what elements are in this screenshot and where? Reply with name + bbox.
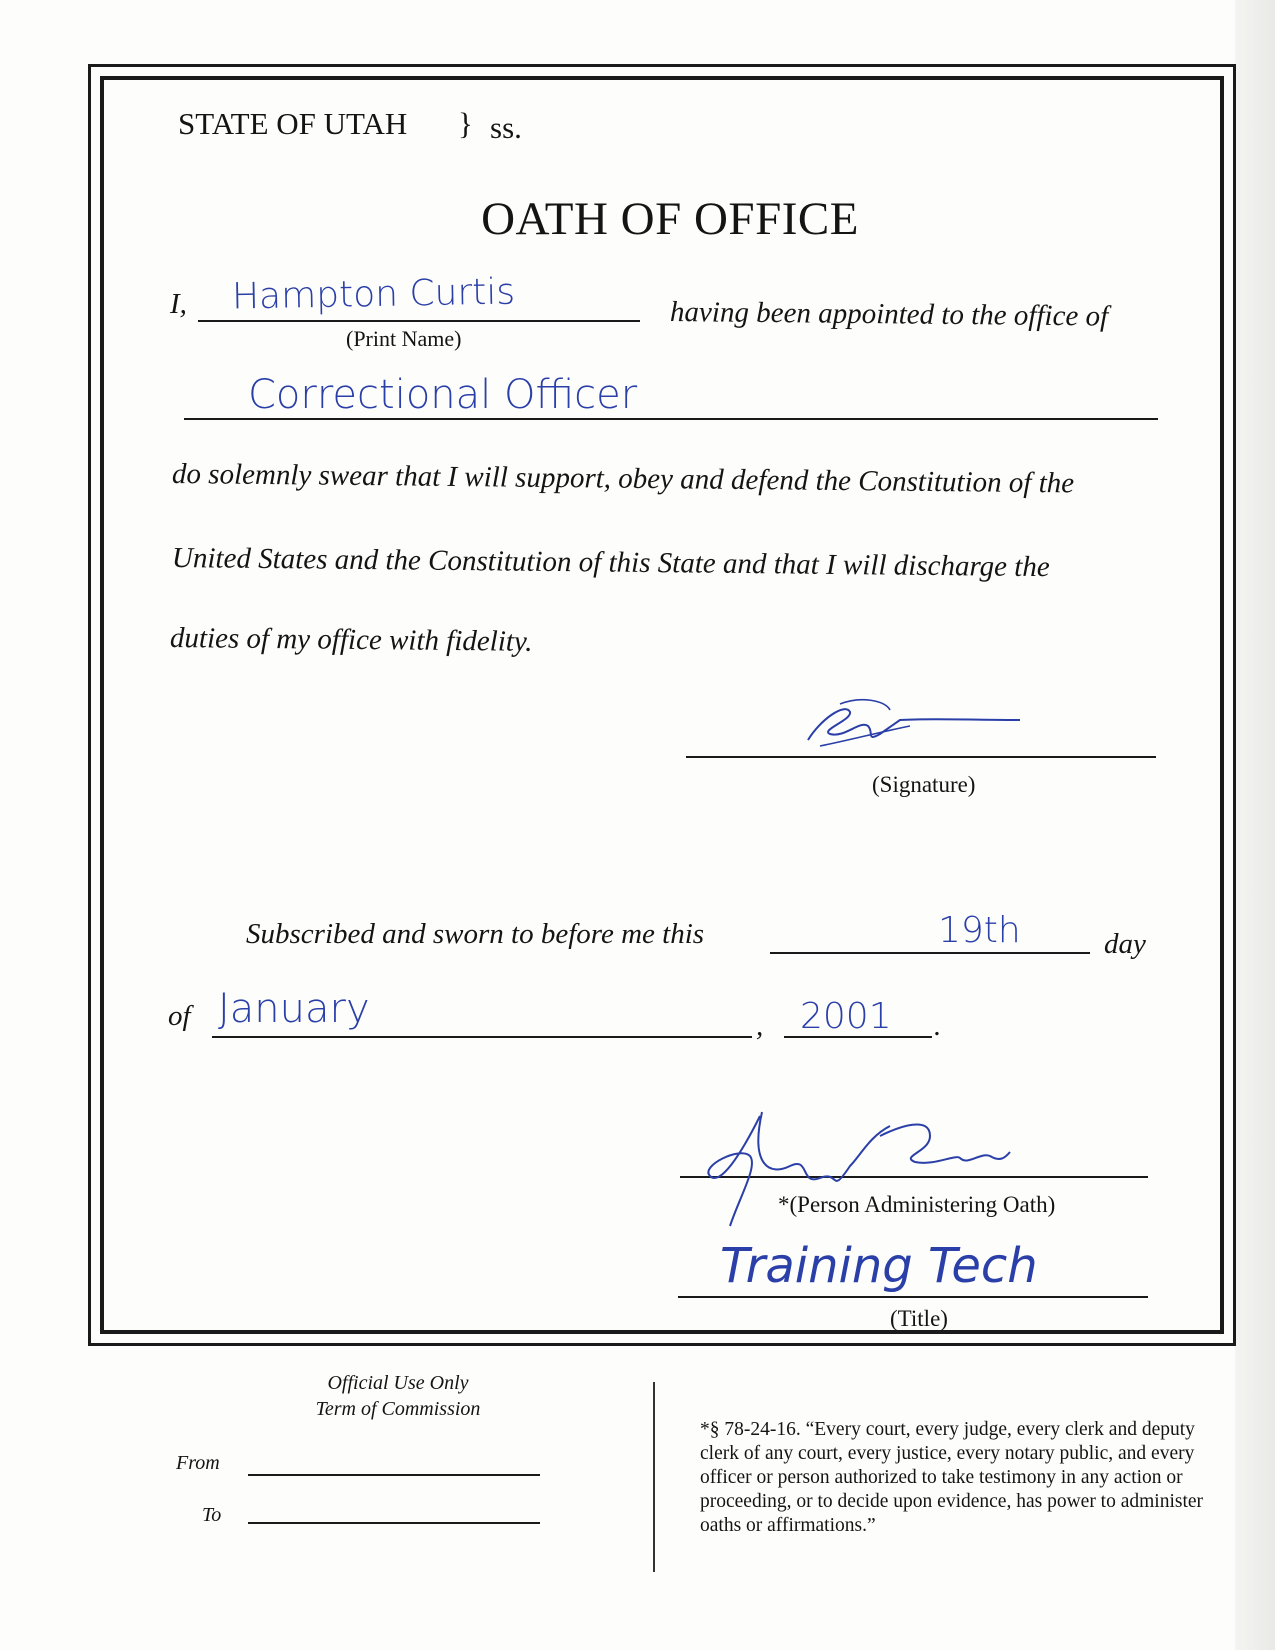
day-value[interactable]: 19th: [938, 910, 1021, 951]
administrator-caption: *(Person Administering Oath): [778, 1192, 1056, 1217]
from-label: From: [176, 1452, 220, 1474]
day-line: [770, 952, 1090, 954]
footer-divider: [653, 1382, 655, 1572]
month-value[interactable]: January: [218, 986, 370, 1032]
title-value[interactable]: Training Tech: [720, 1238, 1038, 1294]
oath-taker-signature: [790, 690, 1030, 760]
month-line: [212, 1036, 752, 1038]
oath-body-line2: United States and the Constitution of this State and that I will discharge the: [171, 542, 1050, 584]
oath-body-line3: duties of my office with fidelity.: [169, 622, 533, 658]
subscribed-text: Subscribed and sworn to before me this: [246, 918, 705, 950]
print-name-value[interactable]: Hampton Curtis: [231, 271, 516, 318]
day-word: day: [1104, 928, 1146, 960]
date-period: .: [934, 1010, 942, 1042]
of-word: of: [168, 1000, 191, 1032]
administrator-signature: [700, 1096, 1030, 1246]
state-brace: }: [458, 106, 473, 141]
print-name-line: [198, 320, 640, 322]
to-field[interactable]: [248, 1522, 540, 1524]
scan-edge: [1235, 0, 1275, 1650]
office-line: [184, 418, 1158, 420]
term-of-commission-heading: Term of Commission: [315, 1398, 481, 1420]
title-caption: (Title): [890, 1306, 948, 1331]
date-comma: ,: [756, 1010, 764, 1042]
scilicet-label: ss.: [490, 110, 522, 145]
year-value[interactable]: 2001: [800, 996, 892, 1037]
title-line: [678, 1296, 1148, 1298]
appointed-text: having been appointed to the office of: [669, 296, 1109, 333]
oath-prefix: I,: [170, 288, 187, 320]
document-title: OATH OF OFFICE: [481, 193, 859, 245]
signature-caption: (Signature): [872, 772, 976, 797]
official-use-heading: Official Use Only: [327, 1372, 469, 1394]
state-heading: STATE OF UTAH: [178, 106, 408, 141]
print-name-caption: (Print Name): [346, 326, 462, 351]
statute-note: *§ 78-24-16. “Every court, every judge, every clerk and deputy clerk of any court, every justice, every notary public, and every officer or person authorized to take testimony in any action or proceeding, or to decide upon evidence, has power to administer oaths or affirmations.”: [700, 1419, 1204, 1536]
to-label: To: [202, 1504, 222, 1526]
oath-body-line1: do solemnly swear that I will support, obey and defend the Constitution of the: [171, 458, 1075, 500]
document-border-inner: [100, 76, 1224, 1334]
from-field[interactable]: [248, 1474, 540, 1476]
office-value[interactable]: Correctional Officer: [248, 372, 638, 418]
